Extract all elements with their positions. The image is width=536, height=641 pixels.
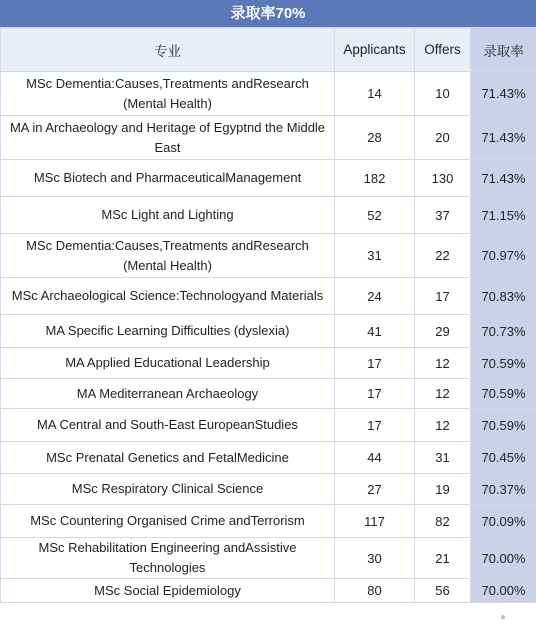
program-cell: MA Applied Educational Leadership: [1, 348, 335, 379]
applicants-cell: 17: [335, 379, 415, 409]
table-body: [1, 72, 536, 603]
program-cell: MSc Dementia:Causes,Treatments andResearch (Mental Health): [1, 72, 335, 116]
offers-cell: 12: [415, 348, 471, 379]
rate-cell: 70.59%: [471, 409, 536, 442]
table-row: [1, 505, 536, 538]
program-cell: MSc Dementia:Causes,Treatments andResearch (Mental Health): [1, 234, 335, 278]
program-cell: MSc Light and Lighting: [1, 197, 335, 234]
program-cell: MA in Archaeology and Heritage of Egyptnd the Middle East: [1, 116, 335, 160]
table-row: [1, 197, 536, 234]
rate-cell: 70.00%: [471, 579, 536, 603]
table-title-banner: 录取率70%: [0, 0, 536, 27]
table-row: [1, 474, 536, 505]
table-row: [1, 278, 536, 315]
offers-cell: 130: [415, 160, 471, 197]
applicants-cell: 17: [335, 348, 415, 379]
program-cell: MSc Countering Organised Crime andTerrorism: [1, 505, 335, 538]
program-cell: MA Mediterranean Archaeology: [1, 379, 335, 409]
table-row: [1, 234, 536, 278]
applicants-cell: 117: [335, 505, 415, 538]
table-row: [1, 160, 536, 197]
program-cell: MA Central and South-East EuropeanStudies: [1, 409, 335, 442]
program-cell: MSc Prenatal Genetics and FetalMedicine: [1, 442, 335, 474]
applicants-cell: 17: [335, 409, 415, 442]
offers-cell: 20: [415, 116, 471, 160]
program-cell: MSc Social Epidemiology: [1, 579, 335, 603]
applicants-cell: 52: [335, 197, 415, 234]
rate-cell: 71.43%: [471, 72, 536, 116]
applicants-cell: 27: [335, 474, 415, 505]
rate-cell: 70.73%: [471, 315, 536, 348]
table-row: [1, 116, 536, 160]
table-row: [1, 409, 536, 442]
rate-cell: 70.83%: [471, 278, 536, 315]
admission-rate-table: [0, 27, 536, 603]
applicants-cell: 24: [335, 278, 415, 315]
program-cell: MSc Archaeological Science:Technologyand Materials: [1, 278, 335, 315]
rate-cell: 71.15%: [471, 197, 536, 234]
table-row: [1, 315, 536, 348]
offers-cell: 19: [415, 474, 471, 505]
table-row: [1, 442, 536, 474]
header-offers: Offers: [415, 28, 471, 72]
applicants-cell: 182: [335, 160, 415, 197]
offers-cell: 56: [415, 579, 471, 603]
offers-cell: 12: [415, 409, 471, 442]
offers-cell: 82: [415, 505, 471, 538]
program-cell: MA Specific Learning Difficulties (dyslexia): [1, 315, 335, 348]
offers-cell: 12: [415, 379, 471, 409]
offers-cell: 31: [415, 442, 471, 474]
rate-cell: 70.59%: [471, 379, 536, 409]
header-program: 专业: [1, 28, 335, 72]
rate-cell: 70.97%: [471, 234, 536, 278]
offers-cell: 29: [415, 315, 471, 348]
program-cell: MSc Rehabilitation Engineering andAssistive Technologies: [1, 538, 335, 579]
program-cell: MSc Biotech and PharmaceuticalManagement: [1, 160, 335, 197]
rate-cell: 70.37%: [471, 474, 536, 505]
applicants-cell: 41: [335, 315, 415, 348]
offers-cell: 10: [415, 72, 471, 116]
table-row: [1, 72, 536, 116]
offers-cell: 37: [415, 197, 471, 234]
rate-cell: 70.00%: [471, 538, 536, 579]
rate-cell: 71.43%: [471, 160, 536, 197]
header-row: [1, 28, 536, 72]
header-rate: 录取率: [471, 28, 536, 72]
program-cell: MSc Respiratory Clinical Science: [1, 474, 335, 505]
applicants-cell: 80: [335, 579, 415, 603]
applicants-cell: 31: [335, 234, 415, 278]
applicants-cell: 14: [335, 72, 415, 116]
rate-cell: 70.59%: [471, 348, 536, 379]
rate-cell: 71.43%: [471, 116, 536, 160]
table-row: [1, 579, 536, 603]
table-row: [1, 538, 536, 579]
offers-cell: 17: [415, 278, 471, 315]
watermark: ●: [499, 612, 506, 623]
applicants-cell: 28: [335, 116, 415, 160]
rate-cell: 70.45%: [471, 442, 536, 474]
header-applicants: Applicants: [335, 28, 415, 72]
offers-cell: 21: [415, 538, 471, 579]
table-row: [1, 348, 536, 379]
applicants-cell: 44: [335, 442, 415, 474]
applicants-cell: 30: [335, 538, 415, 579]
rate-cell: 70.09%: [471, 505, 536, 538]
table-row: [1, 379, 536, 409]
offers-cell: 22: [415, 234, 471, 278]
